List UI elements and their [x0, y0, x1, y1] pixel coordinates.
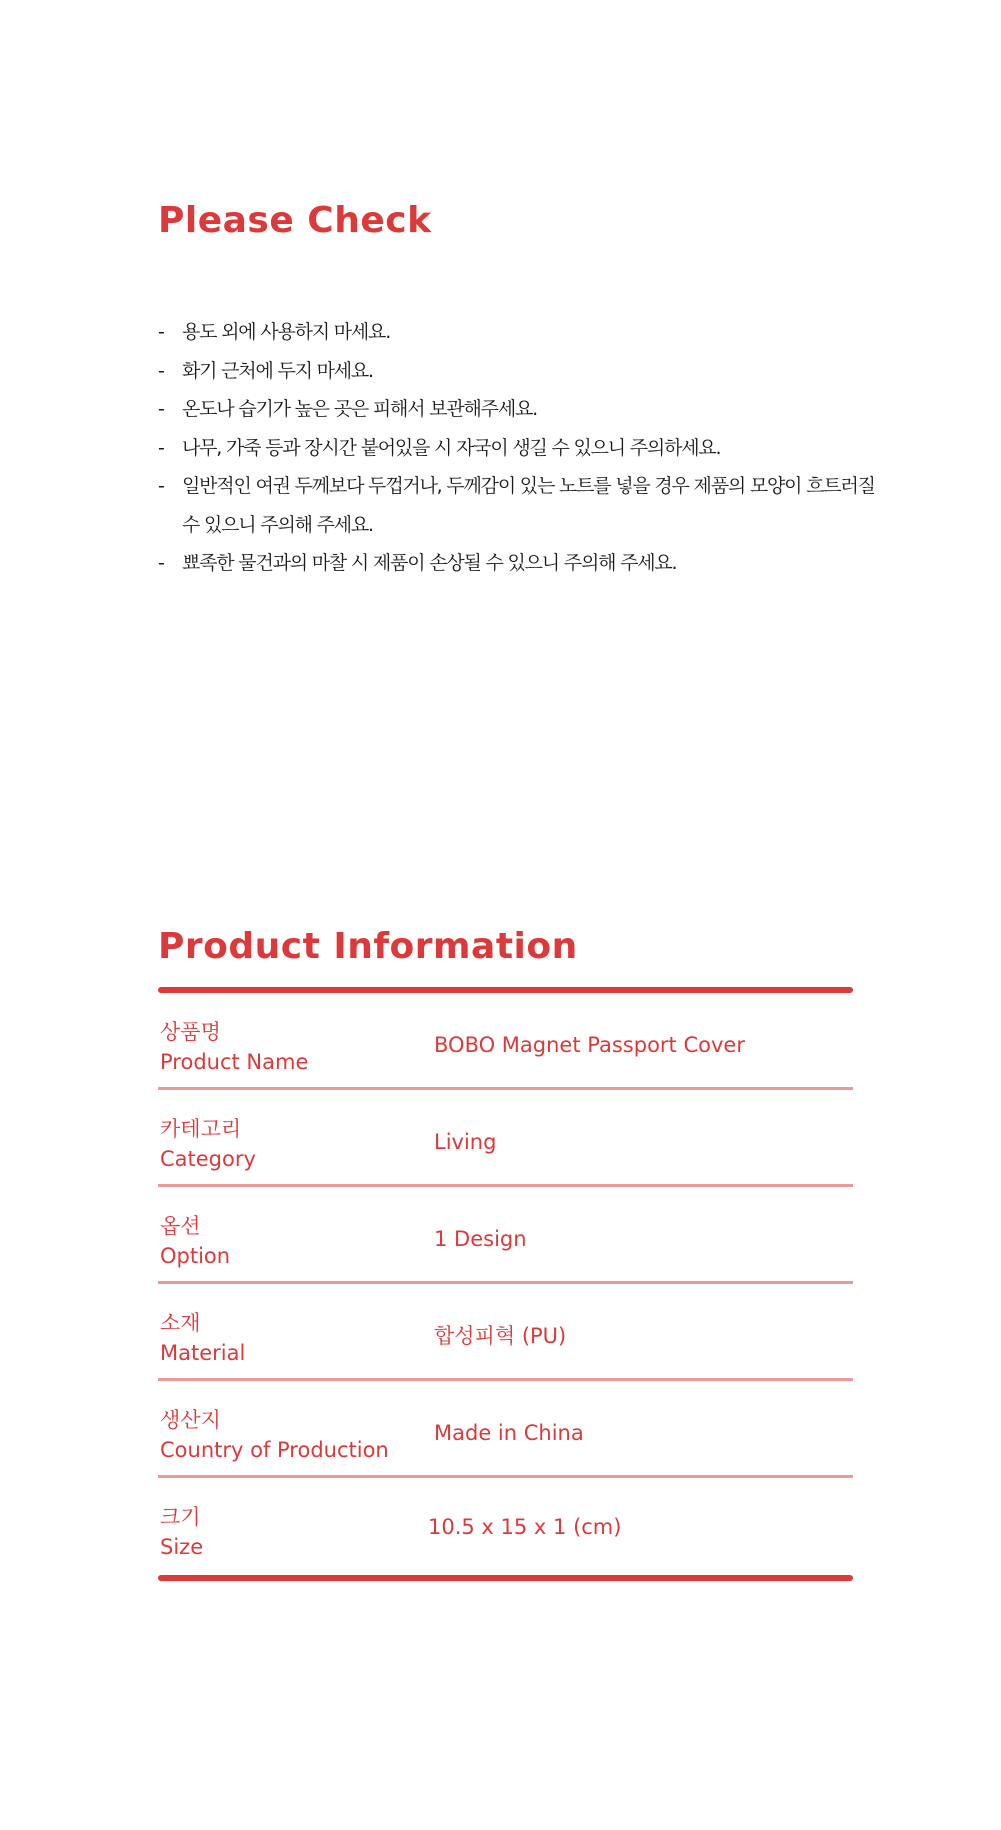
bullet-dash: - [158, 359, 164, 382]
bullet-dash: - [158, 475, 164, 497]
label-korean: 크기 [160, 1505, 201, 1529]
caution-item [158, 390, 878, 429]
row-label [160, 1211, 230, 1271]
caution-text: 용도 외에 사용하지 마세요. [182, 321, 391, 343]
product-information-title: Product Information [158, 926, 578, 967]
info-row-product-name [158, 993, 853, 1090]
caution-text: 온도나 습기가 높은 곳은 피해서 보관해주세요. [182, 398, 537, 420]
row-value: Made in China [434, 1421, 584, 1445]
bullet-dash: - [158, 321, 164, 343]
caution-text: 나무, 가죽 등과 장시간 붙어있을 시 자국이 생길 수 있으니 주의하세요. [182, 436, 721, 459]
label-korean: 소재 [160, 1311, 201, 1335]
caution-item [158, 429, 878, 468]
row-label [160, 1114, 256, 1174]
label-english: Option [160, 1244, 231, 1268]
info-row-material [158, 1284, 853, 1381]
caution-item [158, 313, 878, 352]
label-korean: 생산지 [160, 1408, 221, 1432]
bullet-dash: - [158, 436, 164, 459]
row-value: 합성피혁 (PU) [434, 1324, 567, 1348]
row-value: 10.5 x 15 x 1 (cm) [428, 1515, 622, 1539]
row-label [160, 1017, 308, 1077]
info-row-size [158, 1478, 853, 1575]
caution-list [158, 313, 878, 583]
label-english: Material [160, 1341, 246, 1365]
caution-text: 화기 근처에 두지 마세요. [182, 359, 373, 382]
row-label [160, 1502, 203, 1562]
bullet-dash: - [158, 398, 164, 420]
row-value: Living [434, 1130, 497, 1154]
label-english: Category [160, 1147, 256, 1171]
label-korean: 옵션 [160, 1214, 201, 1238]
info-row-option [158, 1187, 853, 1284]
info-row-category [158, 1090, 853, 1187]
row-label [160, 1405, 389, 1465]
caution-text: 일반적인 여권 두께보다 두껍거나, 두께감이 있는 노트를 넣을 경우 제품의 모양이 흐트러질 수 있으니 주의해 주세요. [182, 475, 875, 536]
caution-item [158, 352, 878, 391]
row-value: BOBO Magnet Passport Cover [434, 1033, 745, 1057]
label-english: Country of Production [160, 1438, 389, 1462]
info-row-country [158, 1381, 853, 1478]
product-info-table [158, 987, 853, 1581]
table-bottom-rule [158, 1575, 853, 1581]
label-korean: 상품명 [160, 1020, 221, 1044]
label-english: Size [160, 1535, 204, 1559]
label-korean: 카테고리 [160, 1117, 242, 1141]
caution-item [158, 544, 878, 583]
row-label [160, 1308, 245, 1368]
row-value: 1 Design [434, 1227, 527, 1251]
caution-item [158, 467, 878, 544]
label-english: Product Name [160, 1050, 309, 1074]
please-check-title: Please Check [158, 200, 432, 241]
bullet-dash: - [158, 552, 164, 574]
caution-text: 뾰족한 물건과의 마찰 시 제품이 손상될 수 있으니 주의해 주세요. [182, 552, 677, 574]
